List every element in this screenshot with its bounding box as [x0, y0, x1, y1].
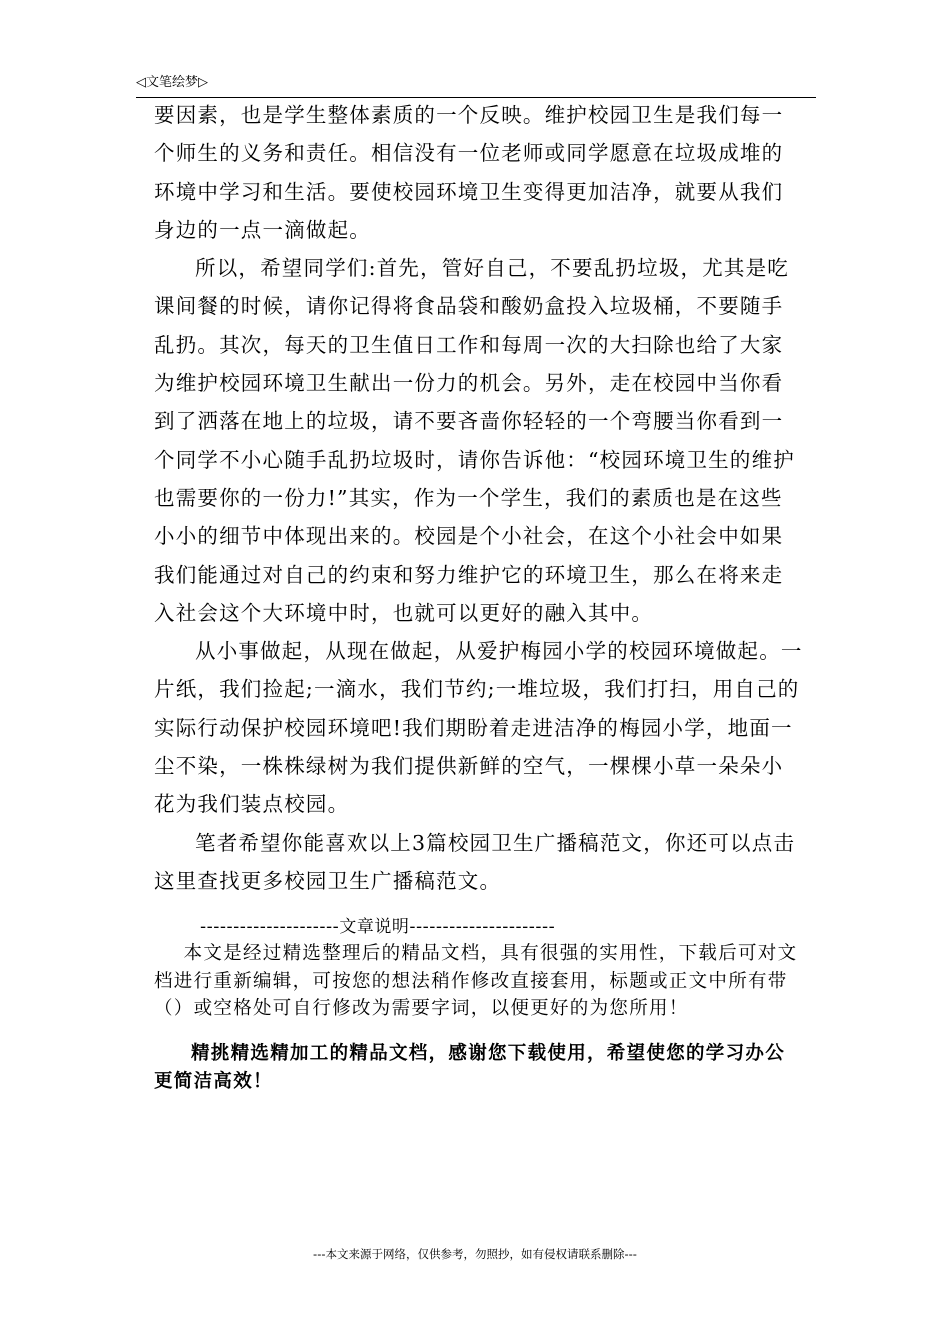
page-footer: ---本文来源于网络，仅供参考，勿照抄，如有侵权请联系删除--- [313, 1247, 637, 1261]
article-note-bold [154, 1040, 804, 1096]
body-paragraph-1: 要因素，也是学生整体素质的一个反映。维护校园卫生是我们每一个师生的义务和责任。相信没有一位老师或同学愿意在垃圾成堆的环境中学习和生活。要使校园环境卫生变得更加洁净，就要从我们身边的一点一滴做起。 [154, 103, 784, 242]
body-paragraph-4: 笔者希望你能喜欢以上3篇校园卫生广播稿范文，你还可以点击这里查找更多校园卫生广播稿范文。 [154, 830, 796, 893]
article-note-divider: ---------------------文章说明---------------------- [200, 917, 556, 937]
body-text [154, 96, 804, 900]
article-note-text: 本文是经过精选整理后的精品文档，具有很强的实用性，下载后可对文档进行重新编辑，可按您的想法稍作修改直接套用，标题或正文中所有带（）或空格处可自行修改为需要字词，以便更好的为您所用！ [154, 943, 798, 1019]
body-paragraph-2: 所以，希望同学们:首先，管好自己，不要乱扔垃圾，尤其是吃课间餐的时候，请你记得将食品袋和酸奶盒投入垃圾桶，不要随手乱扔。其次，每天的卫生值日工作和每周一次的大扫除也给了大家为维护校园环境卫生献出一份力的机会。另外，走在校园中当你看到了洒落在地上的垃圾，请不要吝啬你轻轻的一个弯腰当你看到一个同学不小心随手乱扔垃圾时，请你告诉他：“校园环境卫生的维护也需要你的一份力!”其实，作为一个学生，我们的素质也是在这些小小的细节中体现出来的。校园是个小社会，在这个小社会中如果我们能通过对自己的约束和努力维护它的环境卫生，那么在将来走入社会这个大环境中时，也就可以更好的融入其中。 [154, 256, 795, 625]
article-note-bold-text: 精挑精选精加工的精品文档，感谢您下载使用，希望使您的学习办公更简洁高效！ [154, 1043, 786, 1092]
body-paragraph-3: 从小事做起，从现在做起，从爱护梅园小学的校园环境做起。一片纸，我们捡起;一滴水，我们节约;一堆垃圾，我们打扫，用自己的实际行动保护校园环境吧!我们期盼着走进洁净的梅园小学，地面一尘不染，一株株绿树为我们提供新鲜的空气，一棵棵小草一朵朵小花为我们装点校园。 [154, 639, 803, 817]
page-header-label: ◁文笔绘梦▷ [136, 75, 208, 90]
article-note [154, 940, 802, 1023]
